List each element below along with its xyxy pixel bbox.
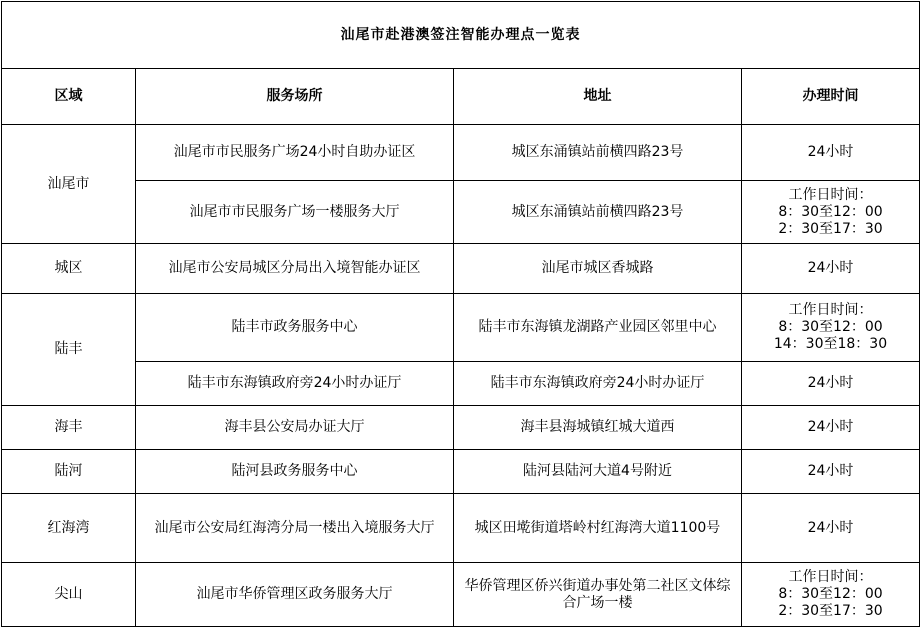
- hours-line: 24小时: [807, 260, 854, 276]
- hours-cell: [742, 181, 920, 244]
- venue-cell: 陆丰市东海镇政府旁24小时办证厅: [136, 362, 454, 406]
- table-row: [2, 406, 920, 450]
- hours-line: 24小时: [807, 375, 854, 391]
- address-cell: 汕尾市城区香城路: [454, 244, 742, 294]
- address-cell: 城区东涌镇站前横四路23号: [454, 181, 742, 244]
- hours-line: 2：30至17：30: [778, 603, 883, 619]
- region-cell: 陆丰: [2, 294, 136, 406]
- table-title: 汕尾市赴港澳签注智能办理点一览表: [2, 2, 920, 69]
- table-row: [2, 181, 920, 244]
- region-cell: 汕尾市: [2, 125, 136, 244]
- address-cell: 陆丰市东海镇政府旁24小时办证厅: [454, 362, 742, 406]
- table-row: [2, 450, 920, 494]
- hours-line: 8：30至12：00: [778, 586, 883, 602]
- region-cell: 陆河: [2, 450, 136, 494]
- hours-cell: [742, 450, 920, 494]
- hours-line: 工作日时间：: [788, 186, 873, 203]
- region-cell: 尖山: [2, 563, 136, 627]
- table-row: [2, 125, 920, 181]
- table-row: [2, 244, 920, 294]
- service-points-table: [1, 1, 920, 627]
- hours-line: 8：30至12：00: [778, 203, 883, 220]
- header-hours: 办理时间: [742, 69, 920, 125]
- hours-line: 24小时: [807, 144, 854, 160]
- address-cell: 城区东涌镇站前横四路23号: [454, 125, 742, 181]
- hours-line: 工作日时间：: [788, 569, 873, 585]
- hours-line: 8：30至12：00: [778, 319, 883, 335]
- table-row: [2, 362, 920, 406]
- hours-line: 24小时: [807, 463, 854, 479]
- venue-cell: 汕尾市公安局红海湾分局一楼出入境服务大厅: [136, 494, 454, 563]
- address-cell: 城区田墘街道塔岭村红海湾大道1100号: [454, 494, 742, 563]
- header-row: [2, 69, 920, 125]
- venue-cell: 汕尾市华侨管理区政务服务大厅: [136, 563, 454, 627]
- header-venue: 服务场所: [136, 69, 454, 125]
- region-cell: 海丰: [2, 406, 136, 450]
- hours-line: 工作日时间：: [788, 302, 873, 318]
- venue-cell: 汕尾市市民服务广场一楼服务大厅: [136, 181, 454, 244]
- venue-cell: 海丰县公安局办证大厅: [136, 406, 454, 450]
- table-row: [2, 494, 920, 563]
- venue-cell: 汕尾市市民服务广场24小时自助办证区: [136, 125, 454, 181]
- hours-cell: [742, 563, 920, 627]
- venue-cell: 汕尾市公安局城区分局出入境智能办证区: [136, 244, 454, 294]
- hours-cell: [742, 244, 920, 294]
- hours-cell: [742, 406, 920, 450]
- address-cell: 华侨管理区侨兴街道办事处第二社区文体综合广场一楼: [454, 563, 742, 627]
- hours-cell: [742, 125, 920, 181]
- hours-cell: [742, 294, 920, 362]
- header-region: 区域: [2, 69, 136, 125]
- hours-cell: [742, 494, 920, 563]
- hours-line: 14：30至18：30: [773, 336, 888, 352]
- region-cell: 红海湾: [2, 494, 136, 563]
- hours-line: 24小时: [807, 419, 854, 435]
- table-row: [2, 294, 920, 362]
- venue-cell: 陆丰市政务服务中心: [136, 294, 454, 362]
- hours-line: 2：30至17：30: [778, 220, 883, 237]
- address-cell: 海丰县海城镇红城大道西: [454, 406, 742, 450]
- venue-cell: 陆河县政务服务中心: [136, 450, 454, 494]
- hours-cell: [742, 362, 920, 406]
- address-cell: 陆丰市东海镇龙湖路产业园区邻里中心: [454, 294, 742, 362]
- header-address: 地址: [454, 69, 742, 125]
- region-cell: 城区: [2, 244, 136, 294]
- hours-line: 24小时: [807, 519, 854, 536]
- table-row: [2, 563, 920, 627]
- address-cell: 陆河县陆河大道4号附近: [454, 450, 742, 494]
